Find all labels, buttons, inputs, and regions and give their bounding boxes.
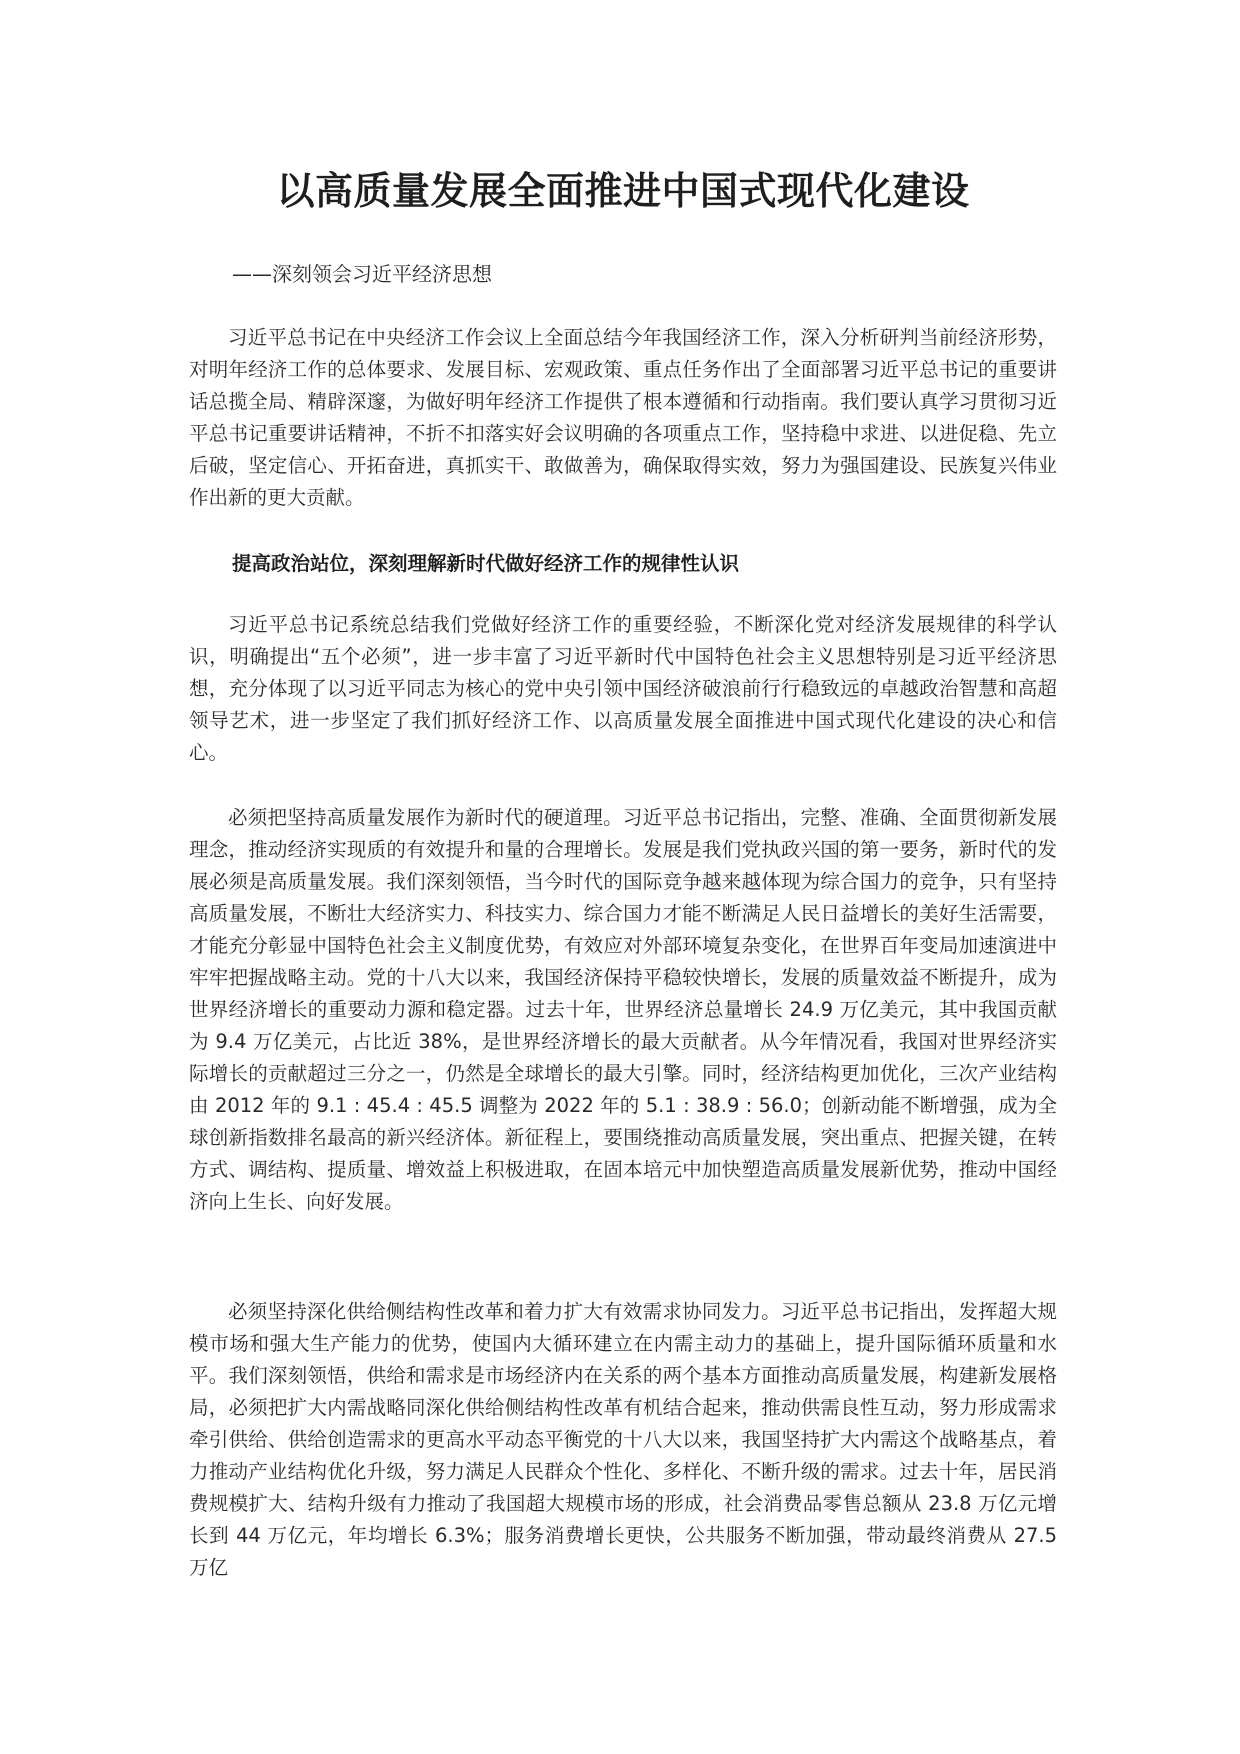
document-title: 以高质量发展全面推进中国式现代化建设 — [276, 169, 970, 213]
paragraph-supply-demand: 必须坚持深化供给侧结构性改革和着力扩大有效需求协同发力。习近平总书记指出，发挥超大规模市场和强大生产能力的优势，使国内大循环建立在内需主动力的基础上，提升国际循环质量和水平。我们深刻领悟，供给和需求是市场经济内在关系的两个基本方面推动高质量发展，构建新发展格局，必须把扩大内需战略同深化供给侧结构性改革有机结合起来，推动供需良性互动，努力形成需求牵引供给、供给创造需求的更高水平动态平衡党的十八大以来，我国坚持扩大内需这个战略基点，着力推动产业结构优化升级，努力满足人民群众个性化、多样化、不断升级的需求。过去十年，居民消费规模扩大、结构升级有力推动了我国超大规模市场的形成，社会消费品零售总额从 23.8 万亿元增长到 44 万亿元，年均增长 6.3%；服务消费增长更快，公共服务不断加强，带动最终消费从 27.5 万亿 — [189, 1300, 1057, 1579]
paragraph-intro: 习近平总书记在中央经济工作会议上全面总结今年我国经济工作，深入分析研判当前经济形势，对明年经济工作的总体要求、发展目标、宏观政策、重点任务作出了全面部署习近平总书记的重要讲话总揽全局、精辟深邃，为做好明年经济工作提供了根本遵循和行动指南。我们要认真学习贯彻习近平总书记重要讲话精神，不折不扣落实好会议明确的各项重点工作，坚持稳中求进、以进促稳、先立后破，坚定信心、开拓奋进，真抓实干、敢做善为，确保取得实效，努力为强国建设、民族复兴伟业作出新的更大贡献。 — [189, 326, 1057, 509]
paragraph-understanding: 习近平总书记系统总结我们党做好经济工作的重要经验，不断深化党对经济发展规律的科学认识，明确提出“五个必须”，进一步丰富了习近平新时代中国特色社会主义思想特别是习近平经济思想，充分体现了以习近平同志为核心的党中央引领中国经济破浪前行行稳致远的卓越政治智慧和高超领导艺术，进一步坚定了我们抓好经济工作、以高质量发展全面推进中国式现代化建设的决心和信心。 — [189, 613, 1057, 764]
document-subtitle: ——深刻领会习近平经济思想 — [232, 262, 492, 286]
paragraph-high-quality-development: 必须把坚持高质量发展作为新时代的硬道理。习近平总书记指出，完整、准确、全面贯彻新发展理念，推动经济实现质的有效提升和量的合理增长。发展是我们党执政兴国的第一要务，新时代的发展必须是高质量发展。我们深刻领悟，当今时代的国际竞争越来越体现为综合国力的竞争，只有坚持高质量发展，不断壮大经济实力、科技实力、综合国力才能不断满足人民日益增长的美好生活需要，才能充分彰显中国特色社会主义制度优势，有效应对外部环境复杂变化，在世界百年变局加速演进中牢牢把握战略主动。党的十八大以来，我国经济保持平稳较快增长，发展的质量效益不断提升，成为世界经济增长的重要动力源和稳定器。过去十年，世界经济总量增长 24.9 万亿美元，其中我国贡献为 9.4 万亿美元，占比近 38%，是世界经济增长的最大贡献者。从今年情况看，我国对世界经济实际增长的贡献超过三分之一，仍然是全球增长的最大引擎。同时，经济结构更加优化，三次产业结构由 2012 年的 9.1 : 45.4 : 45.5 调整为 2022 年的 5.1 : 38.9 : 56.0；创新动能不断增强，成为全球创新指数排名最高的新兴经济体。新征程上，要围绕推动高质量发展，突出重点、把握关键，在转方式、调结构、提质量、增效益上积极进取，在固本培元中加快塑造高质量发展新优势，推动中国经济向上生长、向好发展。 — [189, 806, 1057, 1213]
section-heading: 提高政治站位，深刻理解新时代做好经济工作的规律性认识 — [232, 552, 740, 575]
